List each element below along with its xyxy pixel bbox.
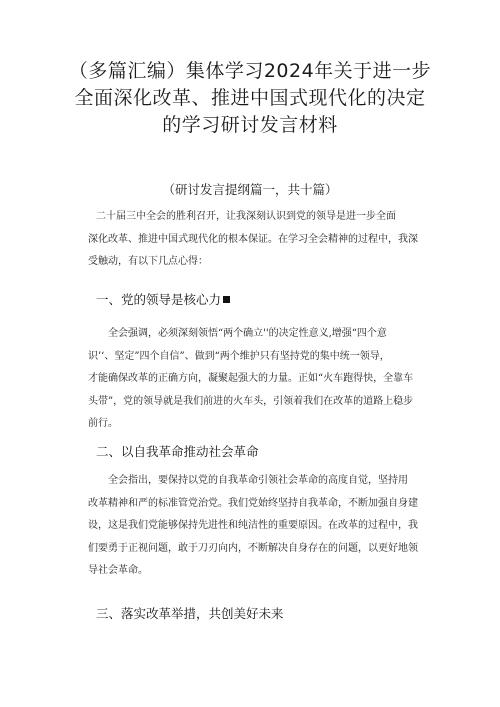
section-heading-text: 三、落实改革举措，共创美好未来 [96, 606, 284, 621]
paragraph-line: 深化改革、推进中国式现代化的根本保证。在学习全会精神的过程中，我深 [88, 233, 418, 245]
document-title [40, 58, 460, 139]
paragraph-line: 前行。 [88, 418, 118, 429]
paragraph-line: 受触动，有以下几点心得： [88, 256, 208, 267]
square-bullet-icon [223, 296, 230, 303]
section-heading [96, 442, 259, 460]
paragraph-line: 识’‘、坚定”四个自信”、做到“两个维护只有坚持党的集中统一领导， [88, 350, 390, 362]
intro-paragraph [88, 206, 441, 274]
title-line: 的学习研讨发言材料 [162, 114, 338, 136]
paragraph-line: 才能确保改革的正确方向，凝聚起强大的力量。正如“火车跑得快，全靠车 [88, 373, 414, 384]
title-line: 全面深化改革、推进中国式现代化的决定 [74, 87, 426, 109]
section-paragraph [88, 470, 441, 583]
paragraph-line: 二十届三中全会的胜利召开，让我深刻认识到党的领导是进一步全面 [96, 211, 396, 222]
paragraph-line: 导社会革命。 [88, 565, 148, 576]
title-line: （多篇汇编）集体学习2024年关于进一步 [68, 60, 432, 82]
section-paragraph [88, 323, 441, 436]
paragraph-line: 设，这是我们党能够保持先进性和纯洁性的重要原因。在改革的过程中，我 [88, 520, 418, 531]
section-heading-text: 二、以自我革命推动社会革命 [96, 444, 259, 459]
section-heading [96, 604, 284, 622]
paragraph-line: 全会强调，必须深刻领悟“两个确立''的决定性意义,增强“四个意 [108, 328, 387, 339]
paragraph-line: 改革精神和严的标准管党治党。我们党始终坚持自我革命，不断加强自身建 [88, 497, 418, 509]
section-heading [96, 290, 230, 308]
paragraph-line: 全会指出，要保持以党的自我革命引领社会革命的高度自觉，坚持用 [108, 475, 408, 486]
document-subtitle: （研讨发言提纲篇一，共十篇） [162, 182, 338, 197]
paragraph-line: 们要勇于正视问题，敢于刀刃向内，不断解决自身存在的问题，以更好地领 [88, 542, 418, 554]
paragraph-line: 头带”，党的领导就是我们前进的火车头，引领着我们在改革的道路上稳步 [88, 395, 414, 407]
section-heading-text: 一、党的领导是核心力 [96, 292, 222, 307]
